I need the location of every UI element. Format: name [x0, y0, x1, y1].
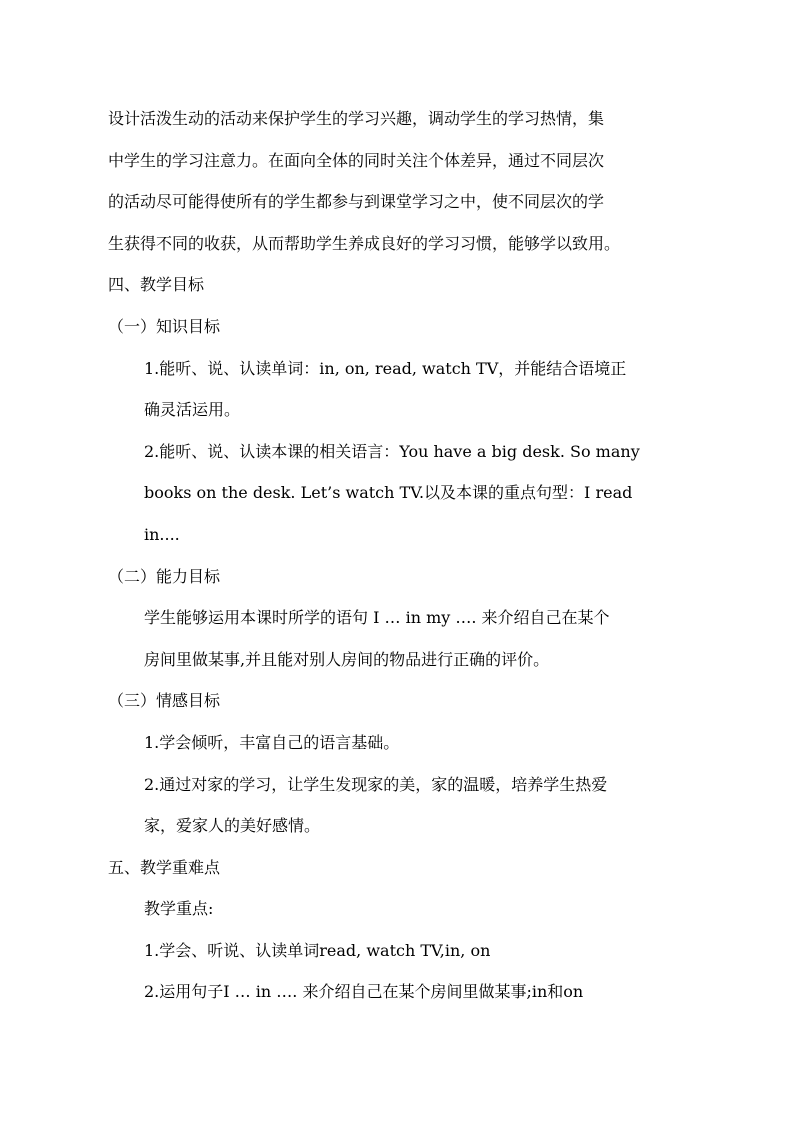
key-item-2: 2.运用句子I … in …. 来介绍自己在某个房间里做某事;in和on	[144, 982, 584, 1002]
section-4-heading: 四、教学目标	[108, 275, 205, 295]
knowledge-item-1-line-2: 确灵活运用。	[144, 400, 241, 420]
ability-goals-heading: （二）能力目标	[108, 566, 221, 586]
knowledge-item-2-line-2: books on the desk. Let’s watch TV.以及本课的重点句型：I read	[144, 483, 633, 503]
ability-text-line-2: 房间里做某事,并且能对别人房间的物品进行正确的评价。	[144, 649, 550, 669]
knowledge-item-2-line-1: 2.能听、说、认读本课的相关语言：You have a big desk. So many	[144, 441, 640, 461]
emotion-item-2-line-2: 家，爱家人的美好感情。	[144, 816, 321, 836]
emotion-item-2-line-1: 2.通过对家的学习，让学生发现家的美，家的温暖，培养学生热爱	[144, 774, 608, 794]
key-points-label: 教学重点:	[144, 899, 214, 919]
intro-line-4: 生获得不同的收获，从而帮助学生养成良好的学习习惯，能够学以致用。	[108, 233, 621, 253]
emotion-goals-heading: （三）情感目标	[108, 691, 221, 711]
ability-text-line-1: 学生能够运用本课时所学的语句 I … in my …. 来介绍自己在某个	[144, 608, 610, 628]
intro-line-3: 的活动尽可能得使所有的学生都参与到课堂学习之中，使不同层次的学	[108, 192, 605, 212]
intro-line-1: 设计活泼生动的活动来保护学生的学习兴趣，调动学生的学习热情，集	[108, 109, 605, 128]
knowledge-item-1-line-1: 1.能听、说、认读单词：in, on, read, watch TV，并能结合语境正	[144, 358, 627, 378]
document-body	[108, 98, 690, 1013]
knowledge-goals-heading: （一）知识目标	[108, 316, 221, 336]
section-5-heading: 五、教学重难点	[108, 857, 221, 877]
key-item-1: 1.学会、听说、认读单词read, watch TV,in, on	[144, 940, 491, 960]
emotion-item-1: 1.学会倾听，丰富自己的语言基础。	[144, 732, 400, 752]
intro-line-2: 中学生的学习注意力。在面向全体的同时关注个体差异，通过不同层次	[108, 150, 605, 170]
knowledge-item-2-line-3: in....	[144, 524, 180, 544]
